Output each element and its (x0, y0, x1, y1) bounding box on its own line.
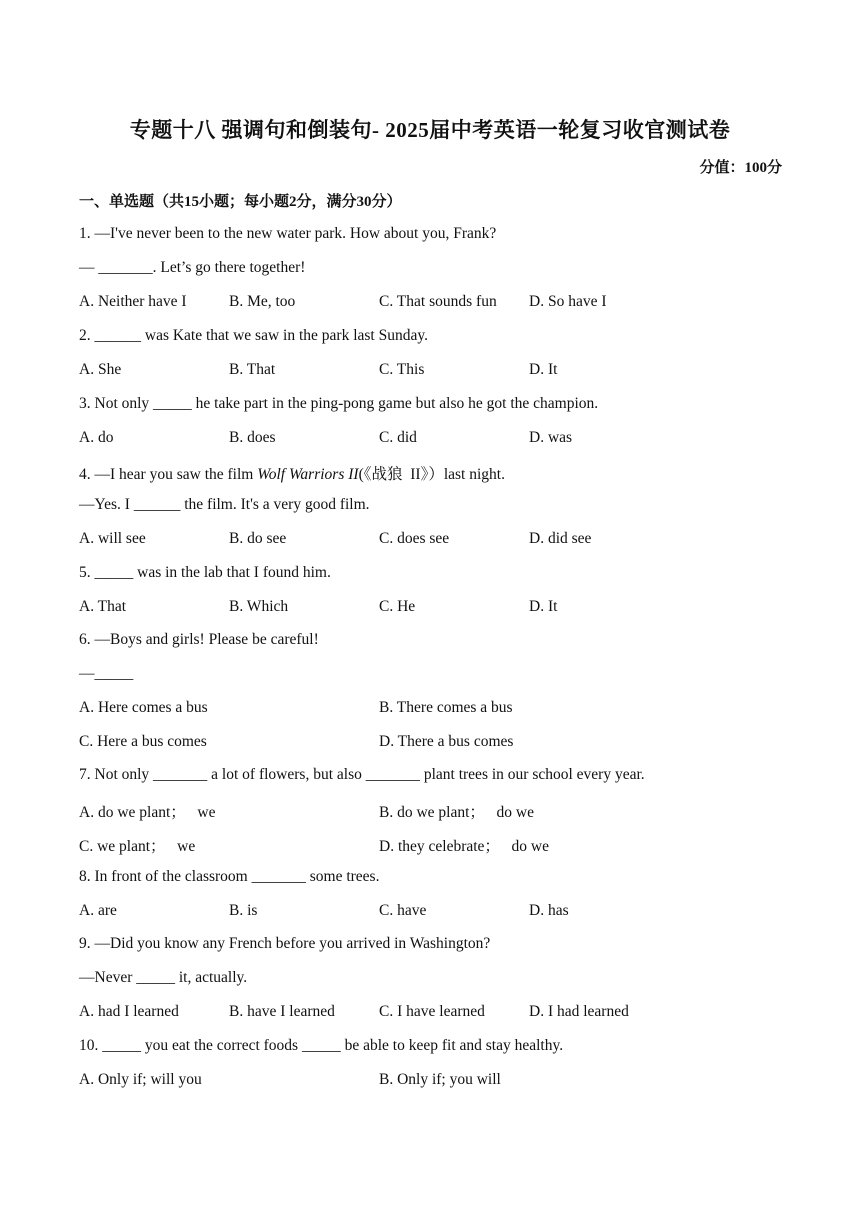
question-6-stem: 6. —Boys and girls! Please be careful! (79, 631, 319, 648)
option-c: C. He (379, 598, 416, 615)
option-b: B. do we plant； do we (379, 804, 534, 821)
option-d: D. did see (529, 530, 592, 547)
option-d: D. was (529, 429, 573, 446)
option-c: C. we plant； we (79, 838, 196, 855)
option-a: A. had I learned (79, 1003, 179, 1020)
option-b: B. is (229, 902, 258, 919)
option-a: A. will see (79, 530, 146, 547)
question-4-stem-pre: 4. —I hear you saw the film (79, 466, 258, 483)
option-a: A. do we plant； we (79, 804, 216, 821)
option-b: B. That (229, 361, 276, 378)
option-d: D. It (529, 598, 558, 615)
option-c: C. Here a bus comes (79, 733, 207, 750)
option-a: A. She (79, 361, 122, 378)
option-b: B. Me, too (229, 293, 296, 310)
section-heading: 一、单选题（共15小题；每小题2分，满分30分） (79, 194, 402, 210)
option-b: B. Which (229, 598, 289, 615)
option-c: C. I have learned (379, 1003, 485, 1020)
option-d: D. has (529, 902, 569, 919)
question-1-stem: 1. —I've never been to the new water park. How about you, Frank? (79, 225, 497, 242)
question-8-stem: 8. In front of the classroom _______ some trees. (79, 868, 380, 885)
question-2-stem: 2. ______ was Kate that we saw in the park last Sunday. (79, 327, 428, 344)
question-7-stem: 7. Not only _______ a lot of flowers, but also _______ plant trees in our school every year. (79, 766, 645, 783)
question-4-stem (79, 462, 505, 484)
option-a: A. Neither have I (79, 293, 187, 310)
question-4-stem-post: (《战狼 II》）last night. (358, 466, 505, 483)
option-a: A. are (79, 902, 117, 919)
option-c: C. That sounds fun (379, 293, 497, 310)
option-d: D. So have I (529, 293, 607, 310)
option-a: A. Here comes a bus (79, 699, 208, 716)
question-6-stem-2: —_____ (79, 665, 134, 682)
option-c: C. This (379, 361, 425, 378)
film-title: Wolf Warriors II (257, 466, 359, 483)
option-a: A. Only if; will you (79, 1071, 202, 1088)
question-9-stem-2: —Never _____ it, actually. (79, 969, 248, 986)
option-b: B. does (229, 429, 276, 446)
option-d: D. There a bus comes (379, 733, 514, 750)
option-d: D. they celebrate； do we (379, 838, 550, 855)
total-score: 分值：100分 (699, 160, 782, 176)
question-9-stem: 9. —Did you know any French before you arrived in Washington? (79, 935, 491, 952)
question-1-stem-2: — _______. Let’s go there together! (79, 259, 306, 276)
option-a: A. That (79, 598, 127, 615)
question-4-stem-2: —Yes. I ______ the film. It's a very good film. (79, 496, 370, 513)
option-b: B. Only if; you will (379, 1071, 501, 1088)
option-c: C. does see (379, 530, 450, 547)
page-title: 专题十八 强调句和倒装句- 2025届中考英语一轮复习收官测试卷 (129, 118, 731, 142)
question-3-stem: 3. Not only _____ he take part in the ping-pong game but also he got the champion. (79, 395, 599, 412)
option-b: B. There comes a bus (379, 699, 513, 716)
option-d: D. It (529, 361, 558, 378)
option-c: C. did (379, 429, 417, 446)
option-b: B. do see (229, 530, 287, 547)
question-5-stem: 5. _____ was in the lab that I found him. (79, 564, 331, 581)
question-10-stem: 10. _____ you eat the correct foods _____ be able to keep fit and stay healthy. (79, 1037, 564, 1054)
option-d: D. I had learned (529, 1003, 629, 1020)
option-b: B. have I learned (229, 1003, 335, 1020)
option-a: A. do (79, 429, 114, 446)
option-c: C. have (379, 902, 427, 919)
